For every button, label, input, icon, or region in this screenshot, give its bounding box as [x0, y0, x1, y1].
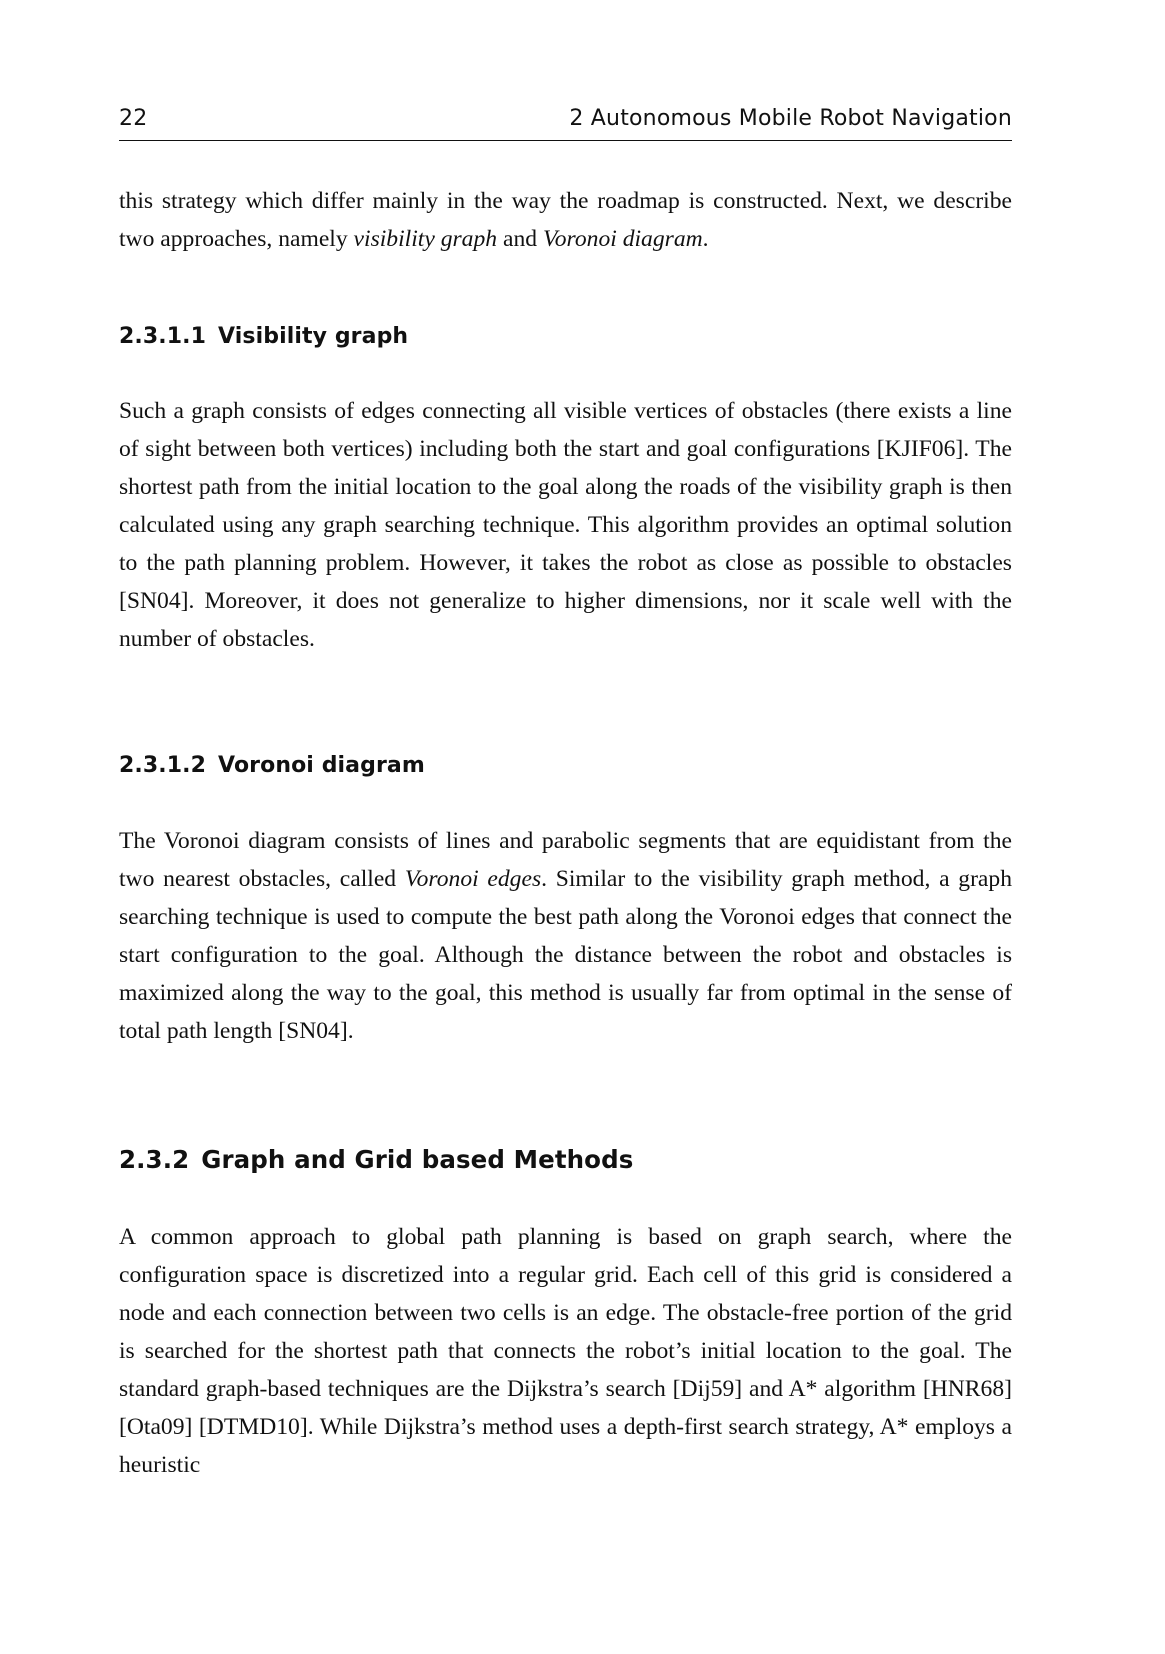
section-heading-visibility-graph	[119, 324, 408, 349]
section-heading-voronoi-diagram	[119, 753, 425, 778]
section-number: 2.3.2	[119, 1145, 190, 1174]
section-number: 2.3.1.2	[119, 753, 207, 778]
intro-emphasis-visibility-graph: visibility graph	[353, 226, 498, 252]
intro-text-3: .	[702, 226, 709, 252]
running-header	[119, 104, 1012, 141]
visibility-graph-paragraph: Such a graph consists of edges connecting all visible vertices of obstacles (there exists a line of sight between both vertices) including both the start and goal configurations [KJIF06]. The shortest path from the initial location to the goal along the roads of the visibility graph is then calculated using any graph searching technique. This algorithm provides an optimal solution to the path planning problem. However, it takes the robot as close as possible to obstacles [SN04]. Moreover, it does not generalize to higher dimensions, nor it scale well with the number of obstacles.	[119, 398, 1012, 652]
section-title: Visibility graph	[218, 324, 409, 349]
intro-emphasis-voronoi-diagram: Voronoi diagram	[542, 226, 703, 252]
section-title: Voronoi diagram	[218, 753, 425, 778]
voronoi-text-1: The Voronoi diagram consists of lines and parabolic segments that are equidistant from the two nearest obstacles, called	[119, 828, 1012, 892]
intro-text-1: this strategy which differ mainly in the way the roadmap is constructed. Next, we describe two approaches, namely	[119, 188, 1012, 252]
voronoi-diagram-paragraph	[119, 822, 1012, 1050]
intro-text-2: and	[497, 226, 543, 252]
chapter-title: 2 Autonomous Mobile Robot Navigation	[569, 106, 1012, 131]
voronoi-emphasis-edges: Voronoi edges	[404, 866, 542, 892]
intro-paragraph	[119, 182, 1012, 258]
section-number: 2.3.1.1	[119, 324, 207, 349]
page-number: 22	[119, 106, 148, 131]
section-title: Graph and Grid based Methods	[201, 1145, 634, 1174]
section-heading-graph-grid-methods	[119, 1145, 633, 1174]
voronoi-text-2: . Similar to the visibility graph method, a graph searching technique is used to compute the best path along the Voronoi edges that connect the start configuration to the goal. Although the distance between the robot and obstacles is maximized along the way to the goal, this method is usually far from optimal in the sense of total path length [SN04].	[119, 866, 1012, 1044]
graph-grid-paragraph: A common approach to global path planning is based on graph search, where the configuration space is discretized into a regular grid. Each cell of this grid is considered a node and each connection between two cells is an edge. The obstacle-free portion of the grid is searched for the shortest path that connects the robot’s initial location to the goal. The standard graph-based techniques are the Dijkstra’s search [Dij59] and A* algorithm [HNR68] [Ota09] [DTMD10]. While Dijkstra’s method uses a depth-first search strategy, A* employs a heuristic	[119, 1224, 1012, 1478]
